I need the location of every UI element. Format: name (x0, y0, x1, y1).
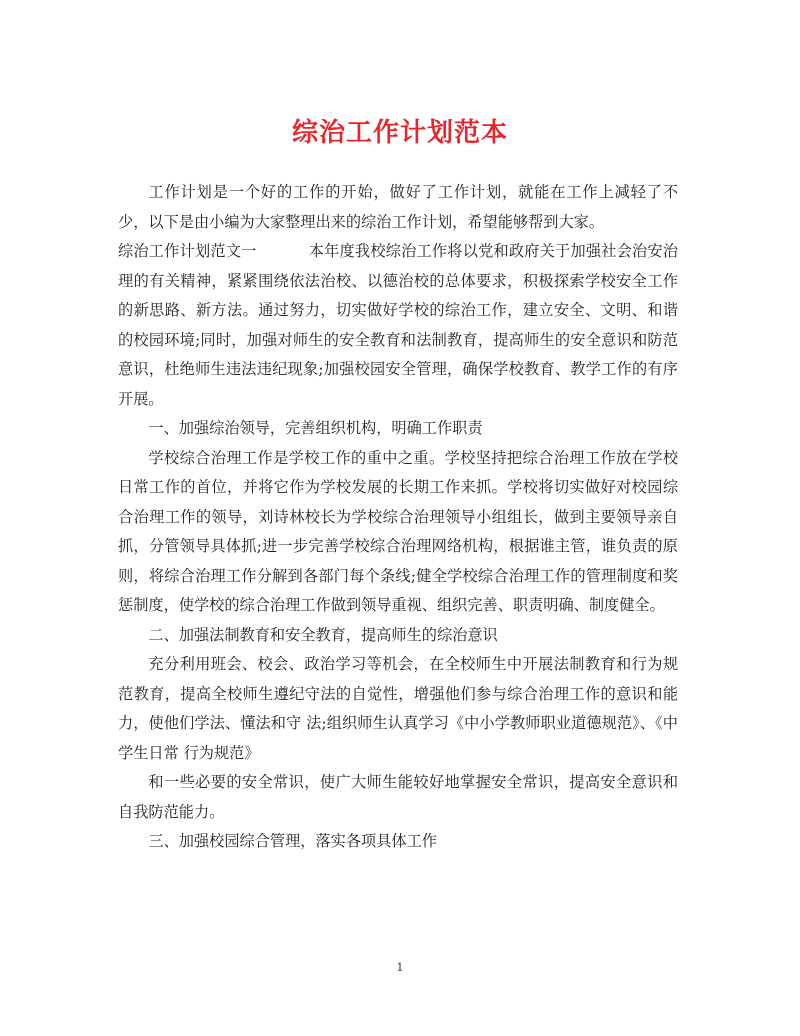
section-heading-1: 一、加强综治领导，完善组织机构，明确工作职责 (148, 419, 483, 437)
document-title: 综治工作计划范本 (291, 118, 508, 148)
section-1-paragraph-1: 学校综合治理工作是学校工作的重中之重。学校坚持把综合治理工作放在学校日常工作的首位，并将它作为学校发展的长期工作来抓。学校将切实做好对校园综合治理工作的领导，刘诗林校长为学校综合治理领导小组组长，做到主要领导亲自抓，分管领导具体抓;进一步完善学校综合治理网络机构，根据谁主管，谁负责的原则，将综合治理工作分解到各部门每个条线;健全学校综合治理工作的管理制度和奖惩制度，使学校的综合治理工作做到领导重视、组织完善、职责明确、制度健全。 (118, 448, 678, 614)
section-heading-2: 二、加强法制教育和安全教育，提高师生的综治意识 (148, 625, 498, 644)
sample-text: 本年度我校综治工作将以党和政府关于加强社会治安治理的有关精神，紧紧围绕依法治校、以德治校的总体要求，积极探索学校安全工作的新思路、新方法。通过努力，切实做好学校的综治工作，建立安全、文明、和谐的校园环境;同时，加强对师生的安全教育和法制教育，提高师生的安全意识和防范意识，杜绝师生违法违纪现象;加强校园安全管理，确保学校教育、教学工作的有序开展。 (118, 242, 679, 408)
sample-label: 综治工作计划范文一 (118, 242, 257, 260)
section-heading-3: 三、加强校园综合管理，落实各项具体工作 (148, 832, 437, 850)
section-2-paragraph-2: 和一些必要的安全常识，使广大师生能较好地掌握安全常识，提高安全意识和自我防范能力。 (118, 773, 678, 821)
document-body (118, 178, 678, 857)
page-number: 1 (396, 961, 404, 974)
section-2-paragraph-1: 充分利用班会、校会、政治学习等机会，在全校师生中开展法制教育和行为规范教育，提高全校师生遵纪守法的自觉性，增强他们参与综合治理工作的意识和能力，使他们学法、懂法和守 法;组织师生认真学习《中小学教师职业道德规范》、《中学生日常 行为规范》 (118, 655, 678, 762)
intro-paragraph: 工作计划是一个好的工作的开始，做好了工作计划，就能在工作上减轻了不少，以下是由小编为大家整理出来的综治工作计划，希望能够帮到大家。 (118, 183, 678, 231)
sample-paragraph (118, 237, 678, 414)
